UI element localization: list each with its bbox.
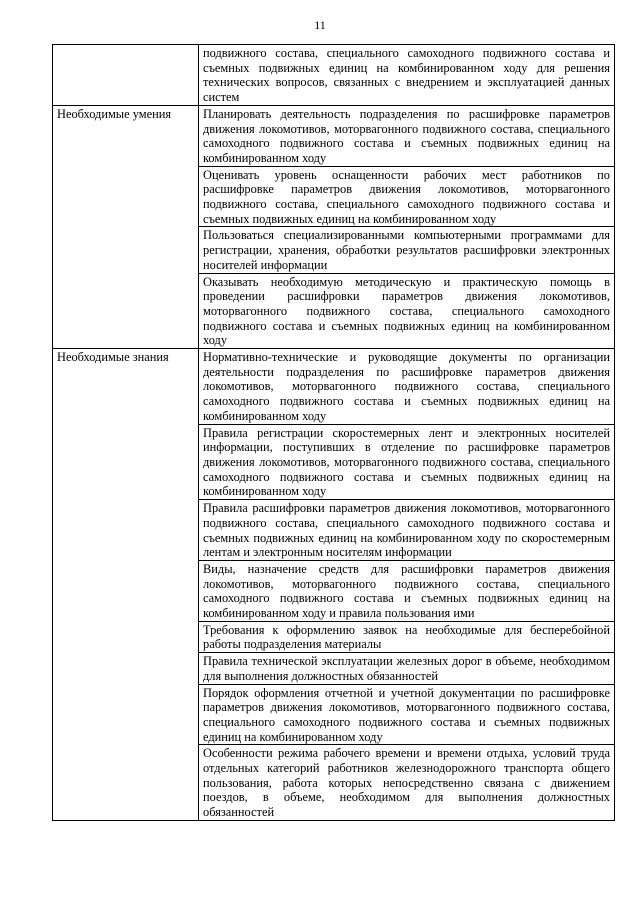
table-cell: Порядок оформления отчетной и учетной документации по расшифровке параметров движения локомотивов, моторвагонного подвижного состава, специального самоходного подвижного состава и съемных подвижных единиц на комбинированном ходу <box>199 684 615 745</box>
table-cell: Оказывать необходимую методическую и практическую помощь в проведении расшифровки параметров движения локомотивов, моторвагонного подвижного состава, специального самоходного подвижного состава и съемных подвижных единиц на комбинированном ходу <box>199 273 615 349</box>
table-cell: Правила технической эксплуатации железных дорог в объеме, необходимом для выполнения должностных обязанностей <box>199 653 615 684</box>
table-row <box>53 45 615 106</box>
table-cell: Нормативно-технические и руководящие документы по организации деятельности подразделения по расшифровке параметров движения локомотивов, моторвагонного подвижного состава, специального самоходного подвижного состава и съемных подвижных единиц на комбинированном ходу <box>199 349 615 425</box>
row-label <box>53 45 199 106</box>
competency-table <box>52 44 615 821</box>
row-label-skills: Необходимые умения <box>53 105 199 348</box>
table-cell: Правила регистрации скоростемерных лент и электронных носителей информации, поступивших в отделение по расшифровке параметров движения локомотивов, моторвагонного подвижного состава, специального самоходного подвижного состава и съемных подвижных единиц на комбинированном ходу <box>199 424 615 500</box>
table-cell: Пользоваться специализированными компьютерными программами для регистрации, хранения, обработки результатов расшифровки электронных носителей информации <box>199 227 615 273</box>
table-row <box>53 105 615 166</box>
page-number: 11 <box>314 18 326 32</box>
table-cell: Правила расшифровки параметров движения локомотивов, моторвагонного подвижного состава, специального самоходного подвижного состава и съемных подвижных единиц на комбинированном ходу по скоростемерным лентам и электронным носителям информации <box>199 500 615 561</box>
table-cell: Планировать деятельность подразделения по расшифровке параметров движения локомотивов, моторвагонного подвижного состава, специального самоходного подвижного состава и съемных подвижных единиц на комбинированном ходу <box>199 105 615 166</box>
table-cell: Виды, назначение средств для расшифровки параметров движения локомотивов, моторвагонного подвижного состава, специального самоходного подвижного состава и съемных подвижных единиц на комбинированном ходу и правила пользования ими <box>199 560 615 621</box>
table-cell: Оценивать уровень оснащенности рабочих мест работников по расшифровке параметров движения локомотивов, моторвагонного подвижного состава, специального самоходного подвижного состава и съемных подвижных единиц на комбинированном ходу <box>199 166 615 227</box>
row-label-knowledge: Необходимые знания <box>53 349 199 821</box>
table-cell: Особенности режима рабочего времени и времени отдыха, условий труда отдельных категорий работников железнодорожного транспорта общего пользования, работа которых непосредственно связана с движением поездов, в объеме, необходимом для выполнения должностных обязанностей <box>199 745 615 821</box>
table-row <box>53 349 615 425</box>
table-cell: подвижного состава, специального самоходного подвижного состава и съемных подвижных единиц на комбинированном ходу для решения технических вопросов, связанных с внедрением и эксплуатацией данных систем <box>199 45 615 106</box>
table-cell: Требования к оформлению заявок на необходимые для бесперебойной работы подразделения материалы <box>199 621 615 652</box>
